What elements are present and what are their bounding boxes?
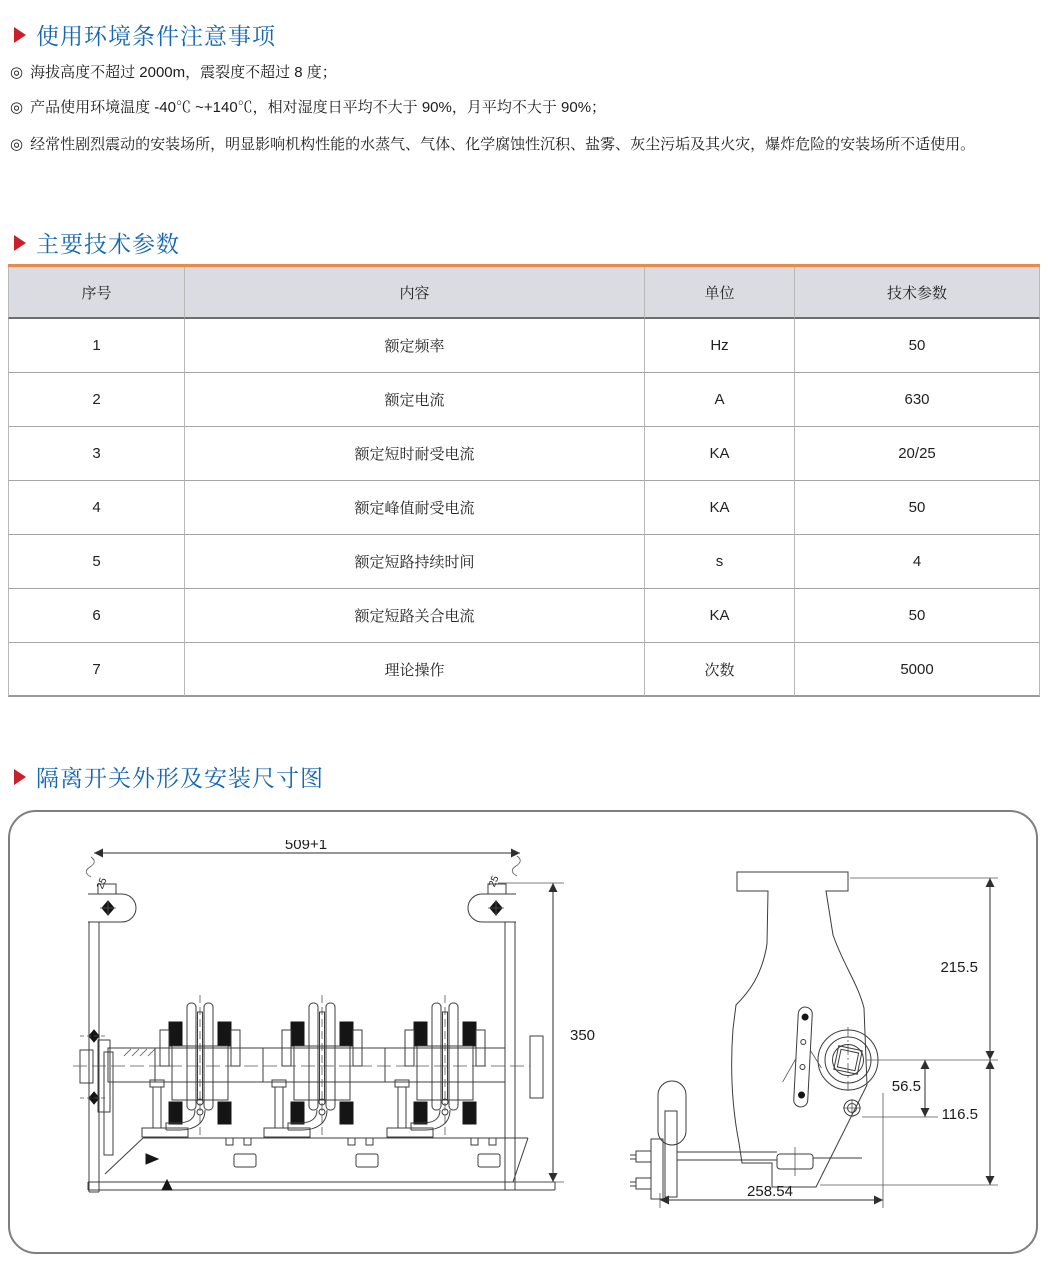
dim-label-116-5: 116.5 xyxy=(941,1106,978,1123)
table-cell: 20/25 xyxy=(795,427,1040,481)
table-cell: 理论操作 xyxy=(185,643,645,697)
side-plate-right xyxy=(505,922,515,1190)
table-row xyxy=(8,643,1040,697)
bracket-dim-label-left: 25 xyxy=(95,876,110,891)
bullseye-icon: ◎ xyxy=(10,64,24,81)
table-cell: 1 xyxy=(8,319,185,373)
dim-label-215-5: 215.5 xyxy=(940,959,978,976)
table-cell: 额定频率 xyxy=(185,319,645,373)
table-cell: A xyxy=(645,373,795,427)
table-cell: 630 xyxy=(795,373,1040,427)
table-cell: 4 xyxy=(8,481,185,535)
mounting-bracket-right xyxy=(468,884,516,922)
table-cell: 3 xyxy=(8,427,185,481)
section-title-text: 隔离开关外形及安装尺寸图 xyxy=(36,765,324,791)
red-triangle-icon xyxy=(14,235,26,251)
usage-bullet-1 xyxy=(10,61,337,82)
section-params-title xyxy=(14,226,180,259)
table-cell: KA xyxy=(645,427,795,481)
section-diagram-title xyxy=(14,760,324,793)
bullet-text: 海拔高度不超过 2000m，震裂度不超过 8 度； xyxy=(30,64,337,81)
bullseye-icon: ◎ xyxy=(10,99,24,116)
dim-label-258-54: 258.54 xyxy=(747,1183,793,1200)
table-header-row xyxy=(8,267,1040,319)
dim-top-height xyxy=(850,878,998,1060)
table-cell: 5 xyxy=(8,535,185,589)
dim-label-509: 509+1 xyxy=(284,840,328,853)
bullet-text: 产品使用环境温度 -40℃ ~+140℃，相对湿度日平均不大于 90%，月平均不大于 90%； xyxy=(30,99,607,116)
side-view-drawing xyxy=(620,845,1040,1235)
dim-width xyxy=(86,840,520,891)
dim-depth xyxy=(660,1093,883,1208)
dim-label-56-5: 56.5 xyxy=(891,1078,921,1095)
table-row xyxy=(8,589,1040,643)
table-header xyxy=(8,267,1040,319)
table-cell: 7 xyxy=(8,643,185,697)
front-view-drawing xyxy=(58,840,608,1230)
pole-assembly xyxy=(264,995,373,1145)
pole-assembly xyxy=(387,995,496,1145)
table-cell: 6 xyxy=(8,589,185,643)
dim-offset xyxy=(862,1060,938,1117)
table-cell: KA xyxy=(645,481,795,535)
table-body xyxy=(8,319,1040,697)
table-cell: 额定电流 xyxy=(185,373,645,427)
usage-bullet-3 xyxy=(10,133,975,154)
table-cell: 50 xyxy=(795,481,1040,535)
table-cell: 额定短时耐受电流 xyxy=(185,427,645,481)
table-header-cell: 内容 xyxy=(185,267,645,319)
section-title-text: 使用环境条件注意事项 xyxy=(36,23,276,49)
dim-height xyxy=(498,883,595,1182)
table-header-cell: 单位 xyxy=(645,267,795,319)
table-cell: Hz xyxy=(645,319,795,373)
side-plate-profile xyxy=(732,872,867,1187)
table-cell: 次数 xyxy=(645,643,795,697)
section-title-text: 主要技术参数 xyxy=(36,231,180,257)
table-row xyxy=(8,535,1040,589)
table-row xyxy=(8,319,1040,373)
table-header-cell: 技术参数 xyxy=(795,267,1040,319)
table-cell: KA xyxy=(645,589,795,643)
table-cell: 额定短路关合电流 xyxy=(185,589,645,643)
table-row xyxy=(8,427,1040,481)
table-row xyxy=(8,481,1040,535)
base-plate xyxy=(88,1138,555,1190)
operating-lever xyxy=(630,1081,686,1199)
parameters-table xyxy=(8,264,1040,697)
bracket-dim-label-right: 25 xyxy=(487,874,502,889)
mounting-bracket-left xyxy=(88,884,136,922)
table-cell: s xyxy=(645,535,795,589)
section-usage-title xyxy=(14,18,276,51)
table-cell: 2 xyxy=(8,373,185,427)
table-header-cell: 序号 xyxy=(8,267,185,319)
table-row xyxy=(8,373,1040,427)
usage-bullet-2 xyxy=(10,96,606,117)
bullseye-icon: ◎ xyxy=(10,136,24,153)
table-cell: 额定峰值耐受电流 xyxy=(185,481,645,535)
red-triangle-icon xyxy=(14,27,26,43)
red-triangle-icon xyxy=(14,769,26,785)
table-cell: 50 xyxy=(795,319,1040,373)
dim-label-350: 350 xyxy=(570,1027,596,1044)
pole-assembly xyxy=(142,995,251,1145)
table-cell: 50 xyxy=(795,589,1040,643)
bullet-text: 经常性剧烈震动的安装场所，明显影响机构性能的水蒸气、气体、化学腐蚀性沉积、盐雾、灰尘污垢及其火灾，爆炸危险的安装场所不适使用。 xyxy=(30,136,976,153)
table-cell: 4 xyxy=(795,535,1040,589)
table-cell: 额定短路持续时间 xyxy=(185,535,645,589)
table-cell: 5000 xyxy=(795,643,1040,697)
